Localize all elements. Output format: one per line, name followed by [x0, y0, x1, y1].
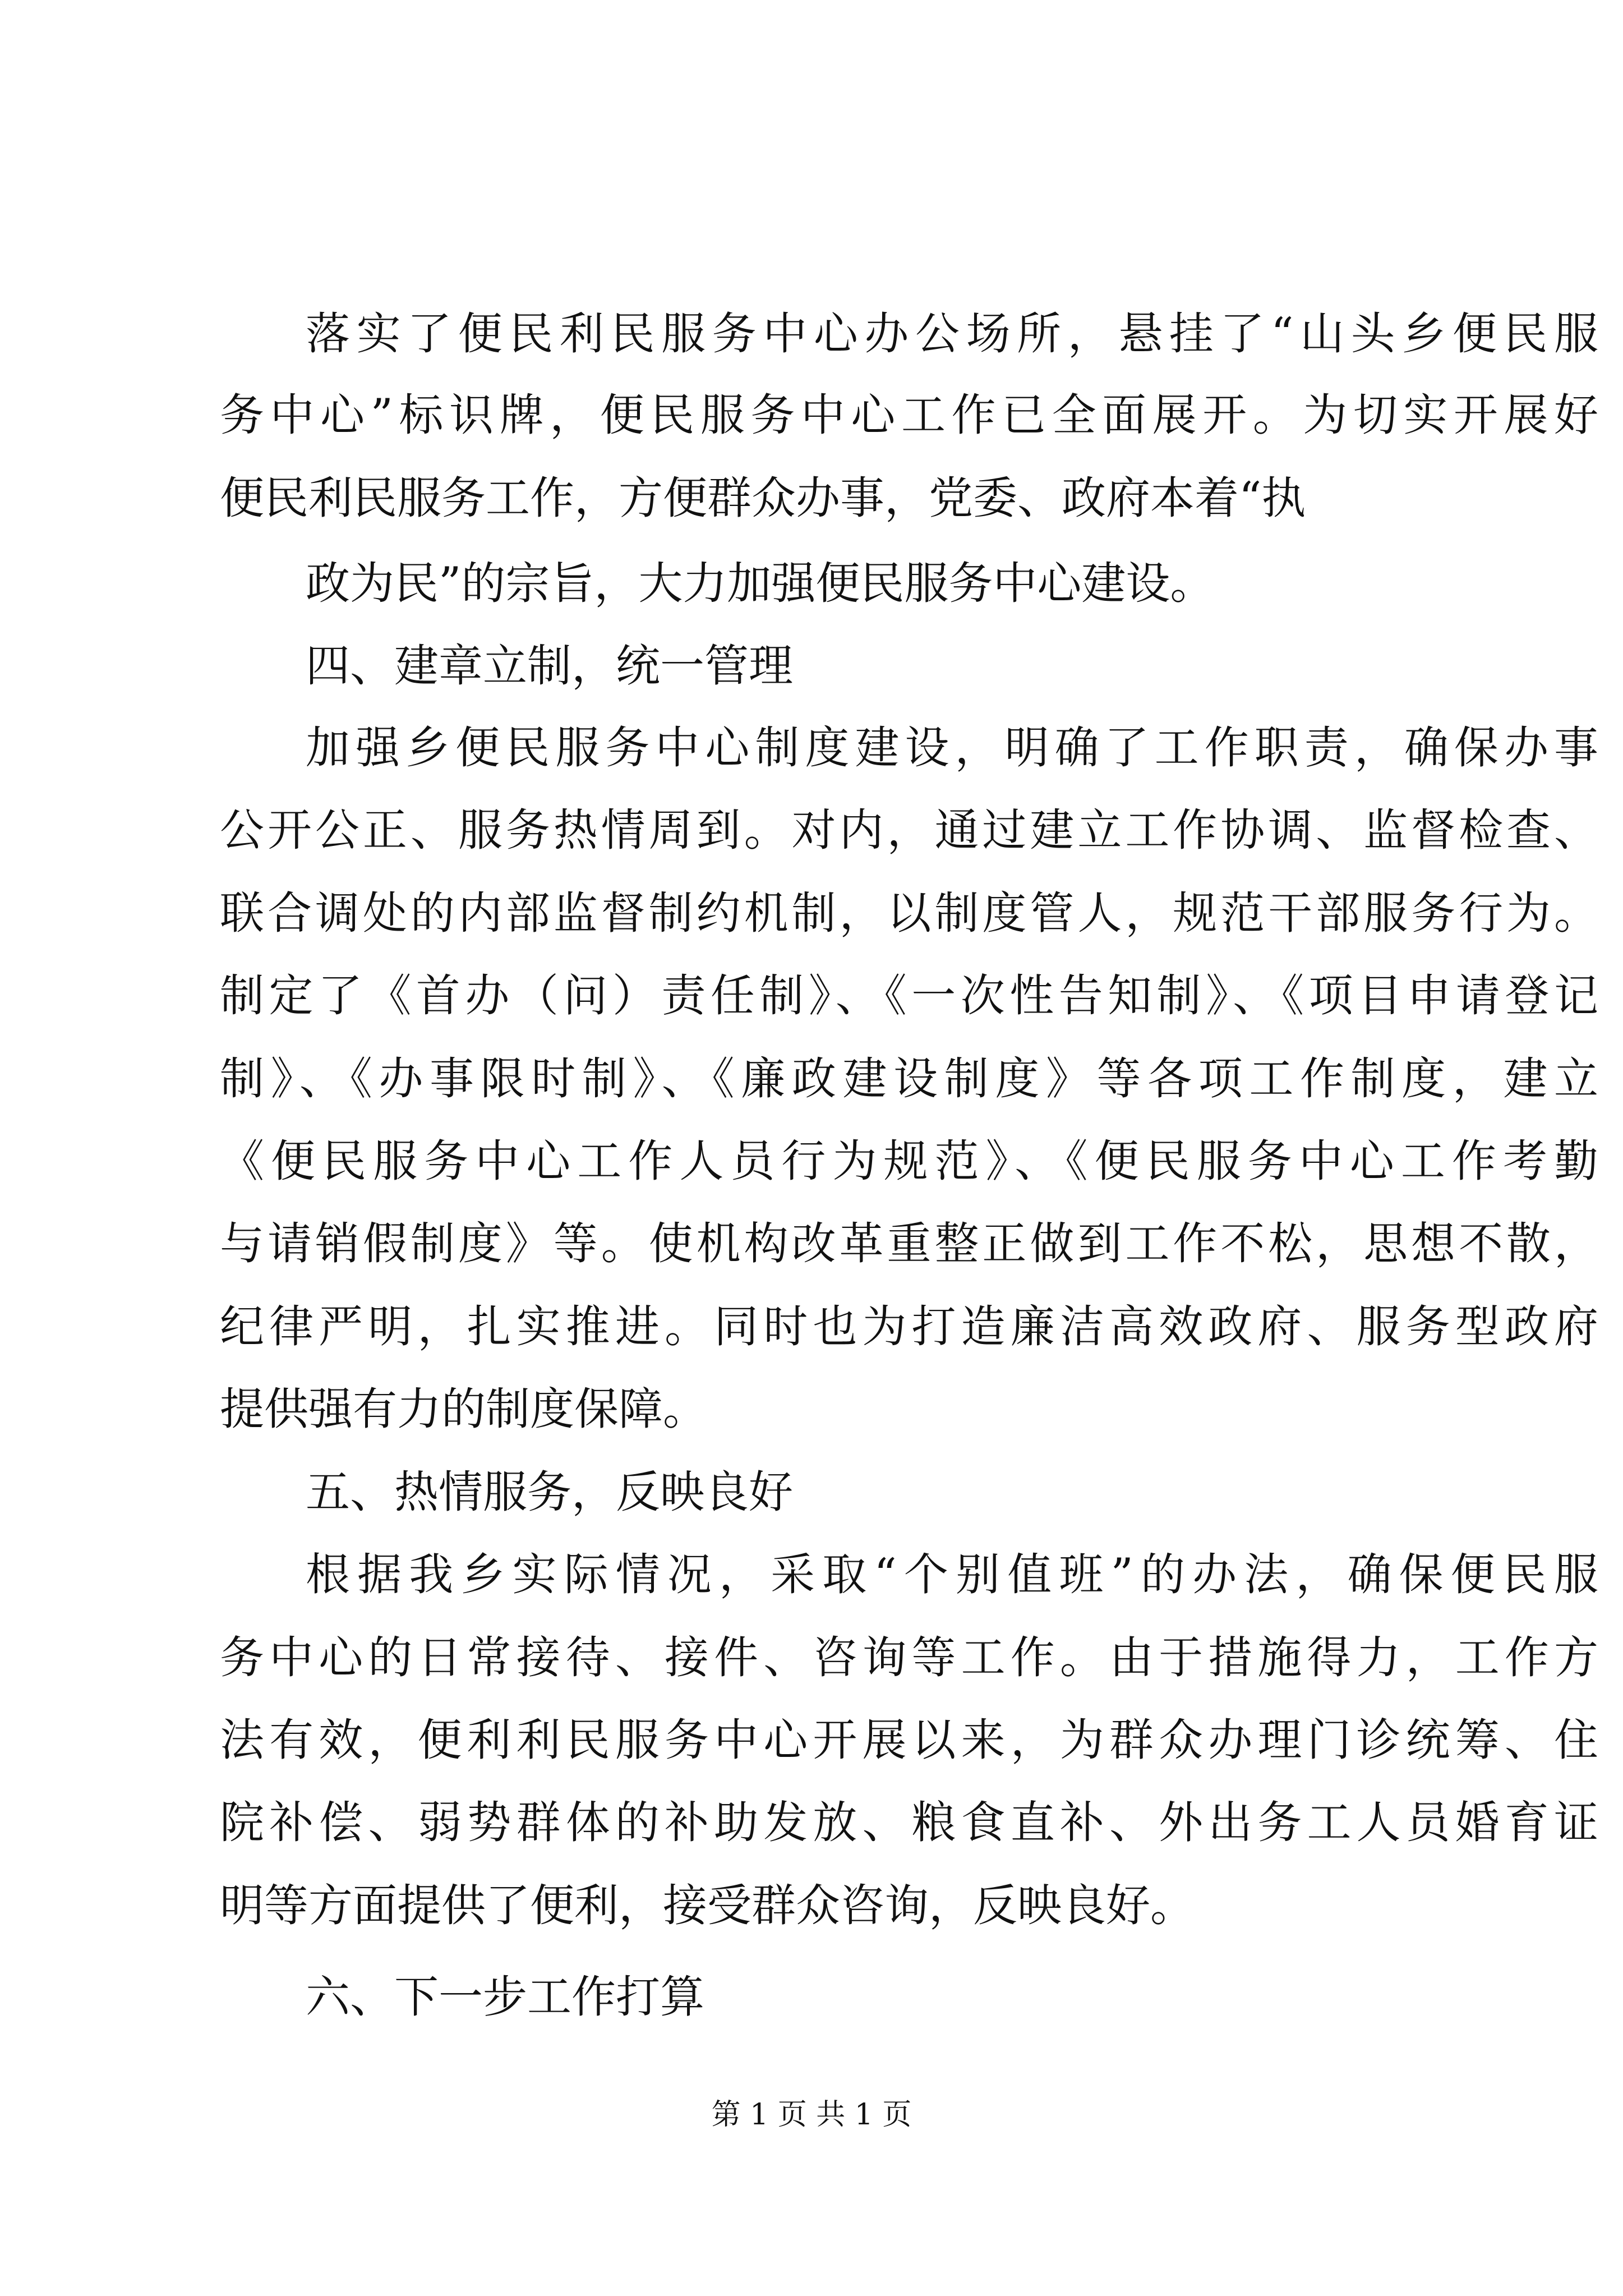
paragraph-line: 便民利民服务工作，方便群众办事，党委、政府本着“执	[220, 472, 1306, 524]
section-heading: 六、下一步工作打算	[306, 1971, 704, 2023]
page-footer: 第 1 页 共 1 页	[711, 2098, 912, 2132]
paragraph-line: 政为民”的宗旨，大力加强便民服务中心建设。	[306, 558, 1215, 609]
paragraph-line: 务中心”标识牌，便民服务中心工作已全面展开。为切实开展好	[220, 389, 1598, 441]
paragraph-line: 《便民服务中心工作人员行为规范》、《便民服务中心工作考勤	[220, 1135, 1598, 1187]
paragraph-line: 法有效，便利利民服务中心开展以来，为群众办理门诊统筹、住	[220, 1714, 1598, 1766]
section-heading: 四、建章立制，统一管理	[306, 640, 793, 692]
section-heading: 五、热情服务，反映良好	[306, 1466, 793, 1518]
paragraph-line: 制定了《首办（问）责任制》、《一次性告知制》、《项目申请登记	[220, 970, 1598, 1022]
paragraph-line: 联合调处的内部监督制约机制，以制度管人，规范干部服务行为。	[220, 887, 1598, 939]
paragraph-line: 与请销假制度》等。使机构改革重整正做到工作不松，思想不散，	[220, 1218, 1598, 1269]
paragraph-line: 公开公正、服务热情周到。对内，通过建立工作协调、监督检查、	[220, 804, 1598, 856]
paragraph-line: 提供强有力的制度保障。	[220, 1383, 707, 1435]
paragraph-line: 明等方面提供了便利，接受群众咨询，反映良好。	[220, 1880, 1195, 1931]
paragraph-line: 院补偿、弱势群体的补助发放、粮食直补、外出务工人员婚育证	[220, 1797, 1598, 1848]
paragraph-line: 加强乡便民服务中心制度建设，明确了工作职责，确保办事	[306, 722, 1598, 774]
paragraph-line: 落实了便民利民服务中心办公场所，悬挂了“山头乡便民服	[306, 308, 1598, 360]
paragraph-line: 制》、《办事限时制》、《廉政建设制度》等各项工作制度，建立	[220, 1053, 1598, 1105]
paragraph-line: 根据我乡实际情况，采取“个别值班”的办法，确保便民服	[306, 1549, 1598, 1600]
paragraph-line: 务中心的日常接待、接件、咨询等工作。由于措施得力，工作方	[220, 1632, 1598, 1683]
paragraph-line: 纪律严明，扎实推进。同时也为打造廉洁高效政府、服务型政府	[220, 1301, 1598, 1352]
